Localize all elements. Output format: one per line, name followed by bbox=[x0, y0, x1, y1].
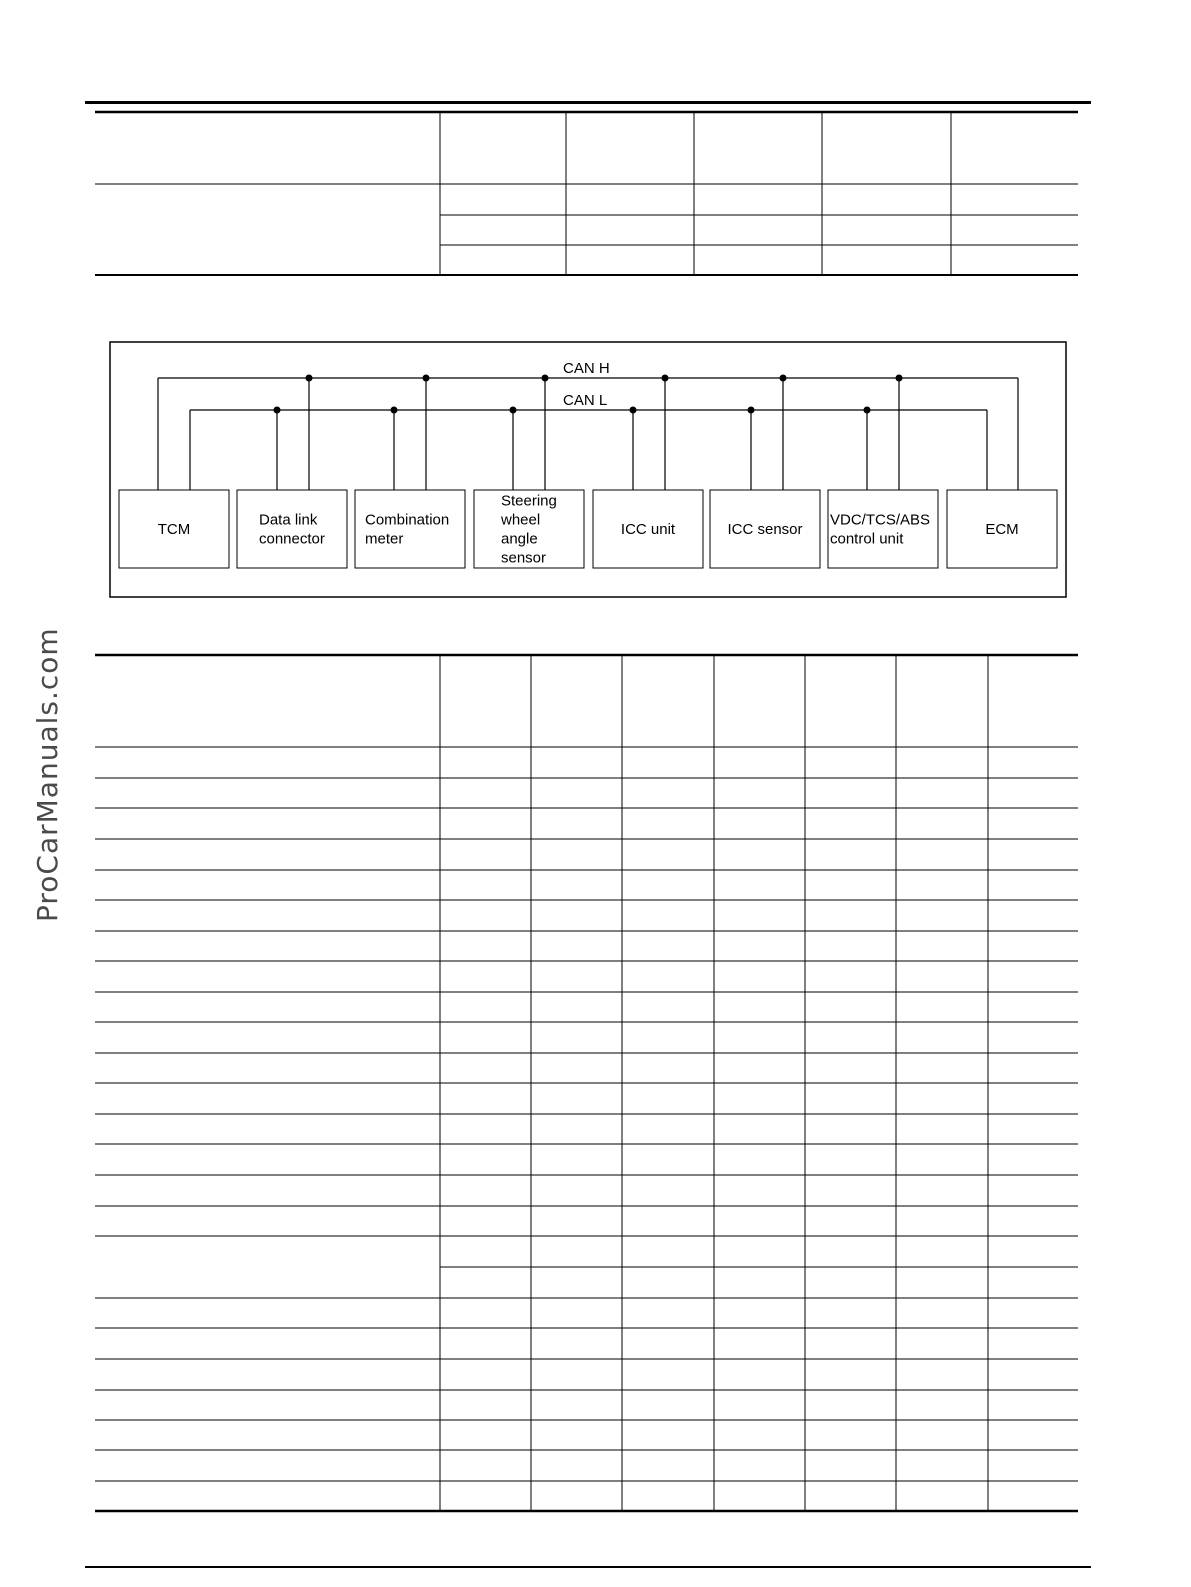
node-label-icc-sensor: ICC sensor bbox=[727, 521, 803, 538]
node-label-combination-meter: meter bbox=[365, 530, 404, 548]
node-label-data-link-connector: Data link bbox=[259, 511, 318, 529]
node-label-steering-wheel-angle-sensor: angle bbox=[501, 530, 538, 548]
node-label-steering-wheel-angle-sensor: wheel bbox=[501, 511, 541, 529]
node-label-tcm: TCM bbox=[157, 521, 191, 538]
node-label-steering-wheel-angle-sensor: sensor bbox=[501, 549, 547, 567]
node-label-data-link-connector: connector bbox=[259, 530, 325, 548]
watermark-text: ProCarManuals.com bbox=[31, 627, 64, 922]
node-label-icc-unit: ICC unit bbox=[620, 521, 676, 538]
can-h-label: CAN H bbox=[563, 360, 610, 377]
node-label-vdc-tcs-abs-control-unit: VDC/TCS/ABS bbox=[830, 511, 931, 529]
footer-rule bbox=[85, 1566, 1091, 1568]
node-label-combination-meter: Combination bbox=[365, 511, 450, 529]
node-label-ecm: ECM bbox=[985, 521, 1019, 538]
node-label-vdc-tcs-abs-control-unit: control unit bbox=[830, 530, 904, 548]
can-l-label: CAN L bbox=[563, 392, 608, 409]
node-label-steering-wheel-angle-sensor: Steering bbox=[501, 492, 557, 510]
